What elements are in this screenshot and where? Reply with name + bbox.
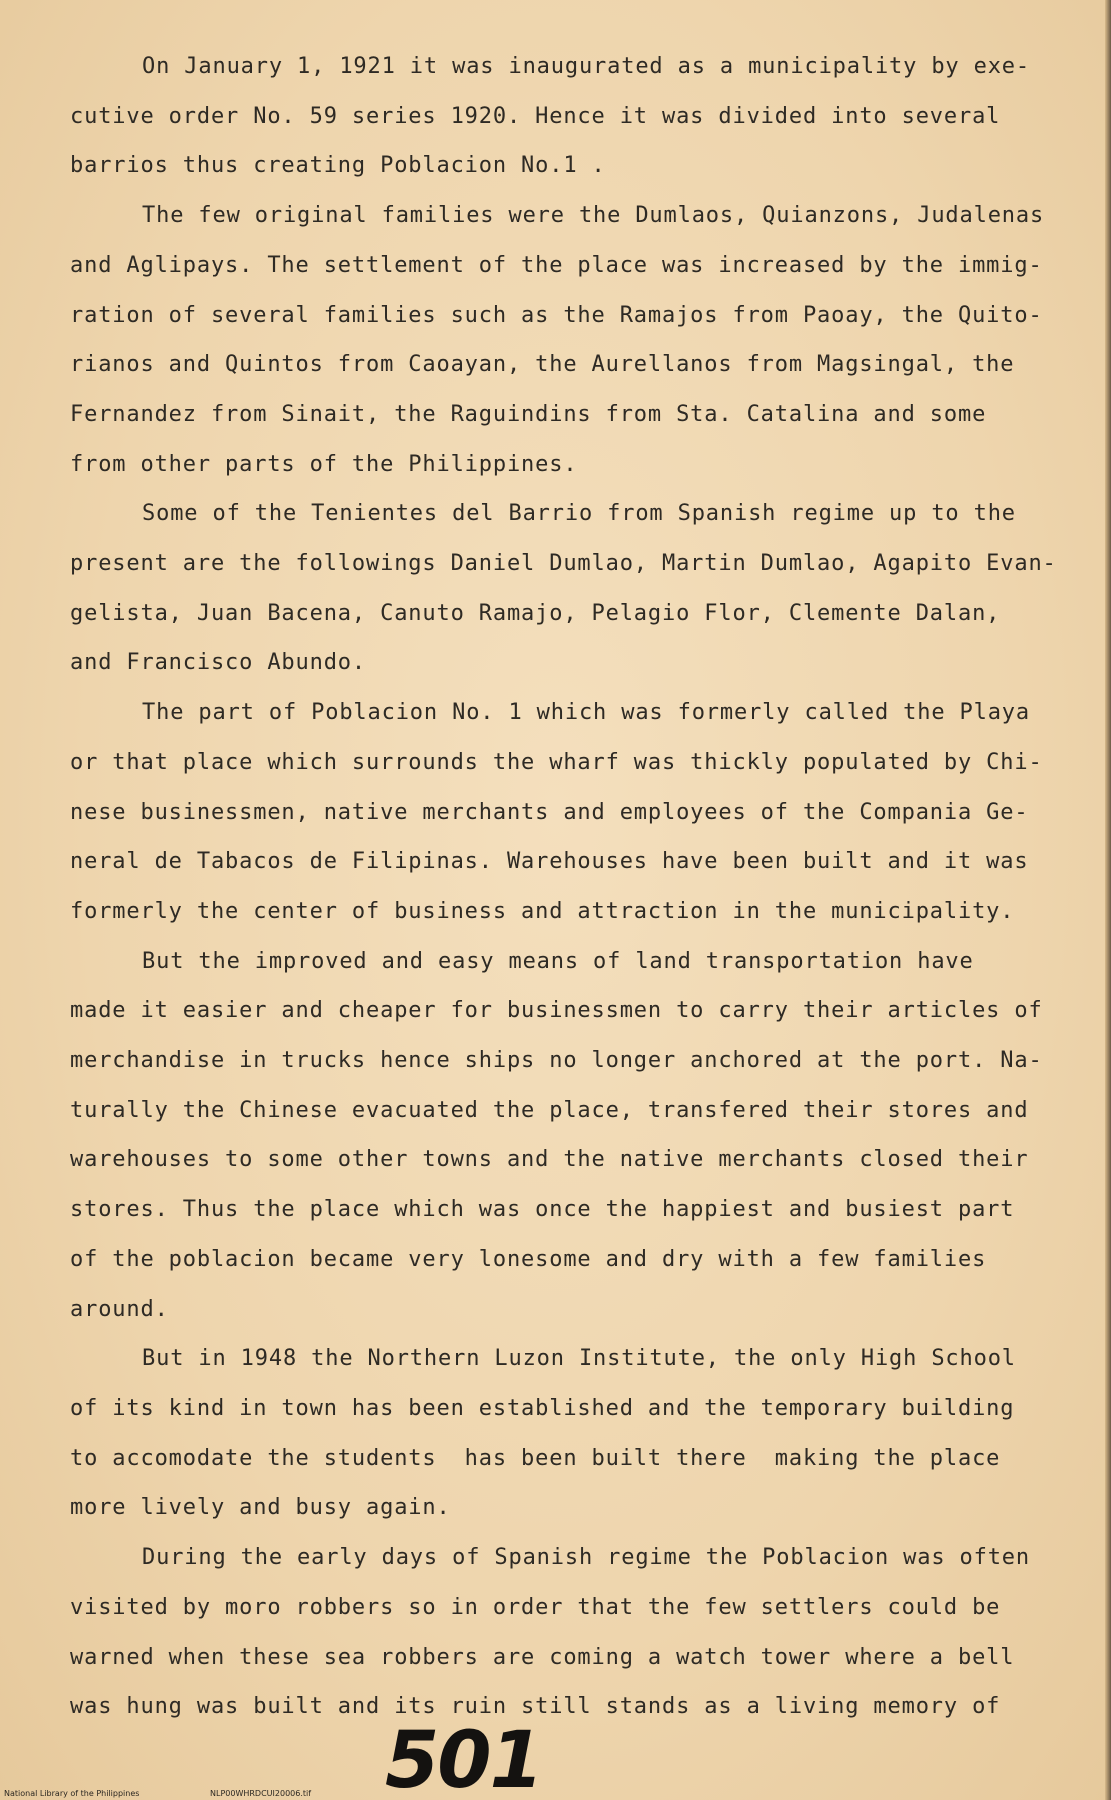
paragraph-3: [70, 489, 1090, 688]
text-line: from other parts of the Philippines.: [70, 451, 578, 477]
typed-text-body: [70, 42, 1090, 1732]
handwritten-page-number: 501: [385, 1716, 542, 1800]
text-line: merchandise in trucks hence ships no longer anchored at the port. Na-: [70, 1048, 1043, 1074]
text-line: During the early days of Spanish regime the Poblacion was often: [142, 1545, 1030, 1571]
text-line: or that place which surrounds the wharf was thickly populated by Chi-: [70, 749, 1043, 775]
text-line: cutive order No. 59 series 1920. Hence it was divided into several: [70, 103, 1001, 129]
text-line: The few original families were the Dumlaos, Quianzons, Judalenas: [142, 203, 1045, 229]
page-edge: [1105, 0, 1111, 1800]
text-line: to accomodate the students has been built there making the place: [70, 1445, 1001, 1471]
text-line: warned when these sea robbers are coming a watch tower where a bell: [70, 1644, 1015, 1670]
text-line: formerly the center of business and attraction in the municipality.: [70, 898, 1015, 924]
text-line: nese businessmen, native merchants and employees of the Compania Ge-: [70, 799, 1029, 825]
text-line: rianos and Quintos from Caoayan, the Aurellanos from Magsingal, the: [70, 352, 1015, 378]
footer-file-name: NLP00WHRDCUI20006.tif: [210, 1789, 312, 1798]
text-line: present are the followings Daniel Dumlao, Martin Dumlao, Agapito Evan-: [70, 551, 1057, 577]
footer-library-name: National Library of the Philippines: [4, 1789, 140, 1798]
text-line: and Aglipays. The settlement of the place was increased by the immig-: [70, 252, 1043, 278]
text-line: barrios thus creating Poblacion No.1 .: [70, 153, 606, 179]
paragraph-6: [70, 1334, 1090, 1533]
text-line: stores. Thus the place which was once the happiest and busiest part: [70, 1197, 1015, 1223]
text-line: made it easier and cheaper for businessmen to carry their articles of: [70, 998, 1043, 1024]
text-line: more lively and busy again.: [70, 1495, 451, 1521]
text-line: On January 1, 1921 it was inaugurated as a municipality by exe-: [142, 54, 1030, 79]
text-line: visited by moro robbers so in order that the few settlers could be: [70, 1594, 1001, 1620]
text-line: Fernandez from Sinait, the Raguindins from Sta. Catalina and some: [70, 401, 987, 427]
text-line: Some of the Tenientes del Barrio from Spanish regime up to the: [142, 501, 1016, 527]
text-line: But the improved and easy means of land transportation have: [142, 948, 974, 974]
text-line: ration of several families such as the Ramajos from Paoay, the Quito-: [70, 302, 1043, 328]
text-line: and Francisco Abundo.: [70, 650, 366, 676]
paragraph-7: [70, 1533, 1090, 1732]
paragraph-4: [70, 688, 1090, 937]
text-line: turally the Chinese evacuated the place, transfered their stores and: [70, 1097, 1029, 1123]
text-line: But in 1948 the Northern Luzon Institute, the only High School: [142, 1346, 1016, 1372]
text-line: The part of Poblacion No. 1 which was formerly called the Playa: [142, 700, 1030, 726]
paragraph-1: [70, 42, 1090, 191]
text-line: around.: [70, 1296, 169, 1322]
text-line: warehouses to some other towns and the native merchants closed their: [70, 1147, 1029, 1173]
paragraph-2: [70, 191, 1090, 489]
paragraph-5: [70, 937, 1090, 1335]
text-line: gelista, Juan Bacena, Canuto Ramajo, Pelagio Flor, Clemente Dalan,: [70, 600, 1001, 626]
text-line: of its kind in town has been established and the temporary building: [70, 1395, 1015, 1421]
text-line: neral de Tabacos de Filipinas. Warehouses have been built and it was: [70, 849, 1029, 875]
text-line: of the poblacion became very lonesome and dry with a few families: [70, 1246, 987, 1272]
text-line: was hung was built and its ruin still stands as a living memory of: [70, 1694, 1001, 1720]
